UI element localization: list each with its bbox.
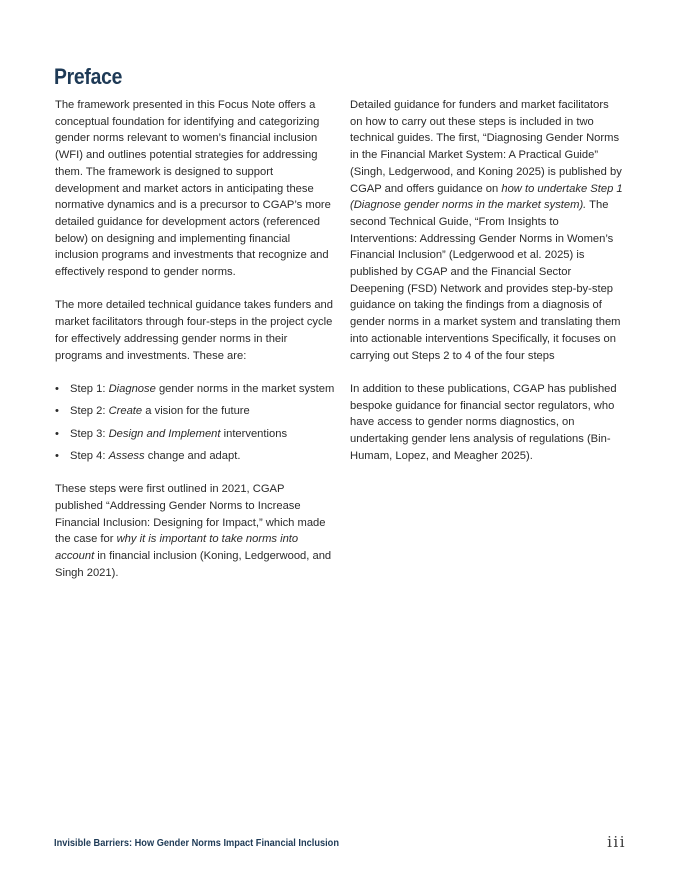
step-prefix: Step 3: xyxy=(70,427,109,440)
page-number: iii xyxy=(607,833,626,851)
step-verb: Assess xyxy=(108,449,145,462)
steps-list xyxy=(55,381,335,465)
step-verb: Design and Implement xyxy=(108,427,221,440)
guides-emphasis: how to undertake Step 1 (Diagnose gender norms in the market system). xyxy=(350,182,623,212)
history-text-end: in financial inclusion (Koning, Ledgerwood, and Singh 2021). xyxy=(55,550,332,579)
guidance-paragraph: The more detailed technical guidance takes funders and market facilitators through four-steps in the project cycle for effectively addressing gender norms in their programs and investments. These are: xyxy=(55,299,333,362)
list-item xyxy=(55,448,335,465)
bullet-icon: • xyxy=(55,405,59,418)
step-text: gender norms in the market system xyxy=(155,382,335,395)
step-prefix: Step 1: xyxy=(70,382,109,395)
list-item xyxy=(55,403,335,420)
step-text: interventions xyxy=(220,427,288,440)
bullet-icon: • xyxy=(55,382,59,395)
footer-title: Invisible Barriers: How Gender Norms Impact Financial Inclusion xyxy=(54,837,339,849)
step-prefix: Step 4: xyxy=(70,449,109,462)
list-item xyxy=(55,426,335,443)
left-column xyxy=(55,97,335,598)
step-prefix: Step 2: xyxy=(70,405,109,418)
page-title: Preface xyxy=(54,64,123,89)
step-verb: Diagnose xyxy=(108,382,156,395)
technical-guides-paragraph xyxy=(350,97,624,364)
bullet-icon: • xyxy=(55,449,59,462)
history-text-start: These steps were first outlined in 2021, CGAP published “Addressing Gender Norms to Increase Financial Inclusion: Designing for Impact,” which made the case for xyxy=(55,483,326,546)
list-item xyxy=(55,381,335,398)
guides-text-start: Detailed guidance for funders and market facilitators on how to carry out these steps is included in two technical guides. The first, “Diagnosing Gender Norms in the Financial Market System: A Practical Guide” (Singh, Ledgerwood, and Koning 2025) is published by CGAP and offers guidance on xyxy=(350,99,622,195)
guides-text-end: The second Technical Guide, “From Insights to Interventions: Addressing Gender Norms in Women’s Financial Inclusion” (Ledgerwood et al. 2025) is published by CGAP and the Financial Sector Deepening (FSD) Network and provides step-by-step guidance on taking the findings from a diagnosis of gender norms in a market system and translating them into actionable interventions Specifically, it focuses on carrying out Steps 2 to 4 of the four steps xyxy=(350,199,621,362)
step-text: a vision for the future xyxy=(142,405,250,418)
history-emphasis: why it is important to take norms into account xyxy=(55,533,299,563)
history-paragraph xyxy=(55,481,335,581)
intro-paragraph: The framework presented in this Focus Note offers a conceptual foundation for identifying and categorizing gender norms relevant to women’s financial inclusion (WFI) and outlines potential strategies for addressing them. The framework is designed to support development and market actors in anticipating these normative dynamics and is a precursor to CGAP’s more detailed guidance for development actors (referenced below) on designing and implementing financial inclusion programs and investments that recognize and effectively respond to gender norms. xyxy=(55,99,331,279)
regulators-paragraph: In addition to these publications, CGAP has published bespoke guidance for financial sector regulators, who have access to gender norms diagnostics, on undertaking gender lens analysis of regulations (Bin-Humam, Lopez, and Meagher 2025). xyxy=(350,382,617,462)
bullet-icon: • xyxy=(55,427,59,440)
step-verb: Create xyxy=(108,405,143,418)
right-column xyxy=(350,97,624,481)
step-text: change and adapt. xyxy=(144,449,241,462)
